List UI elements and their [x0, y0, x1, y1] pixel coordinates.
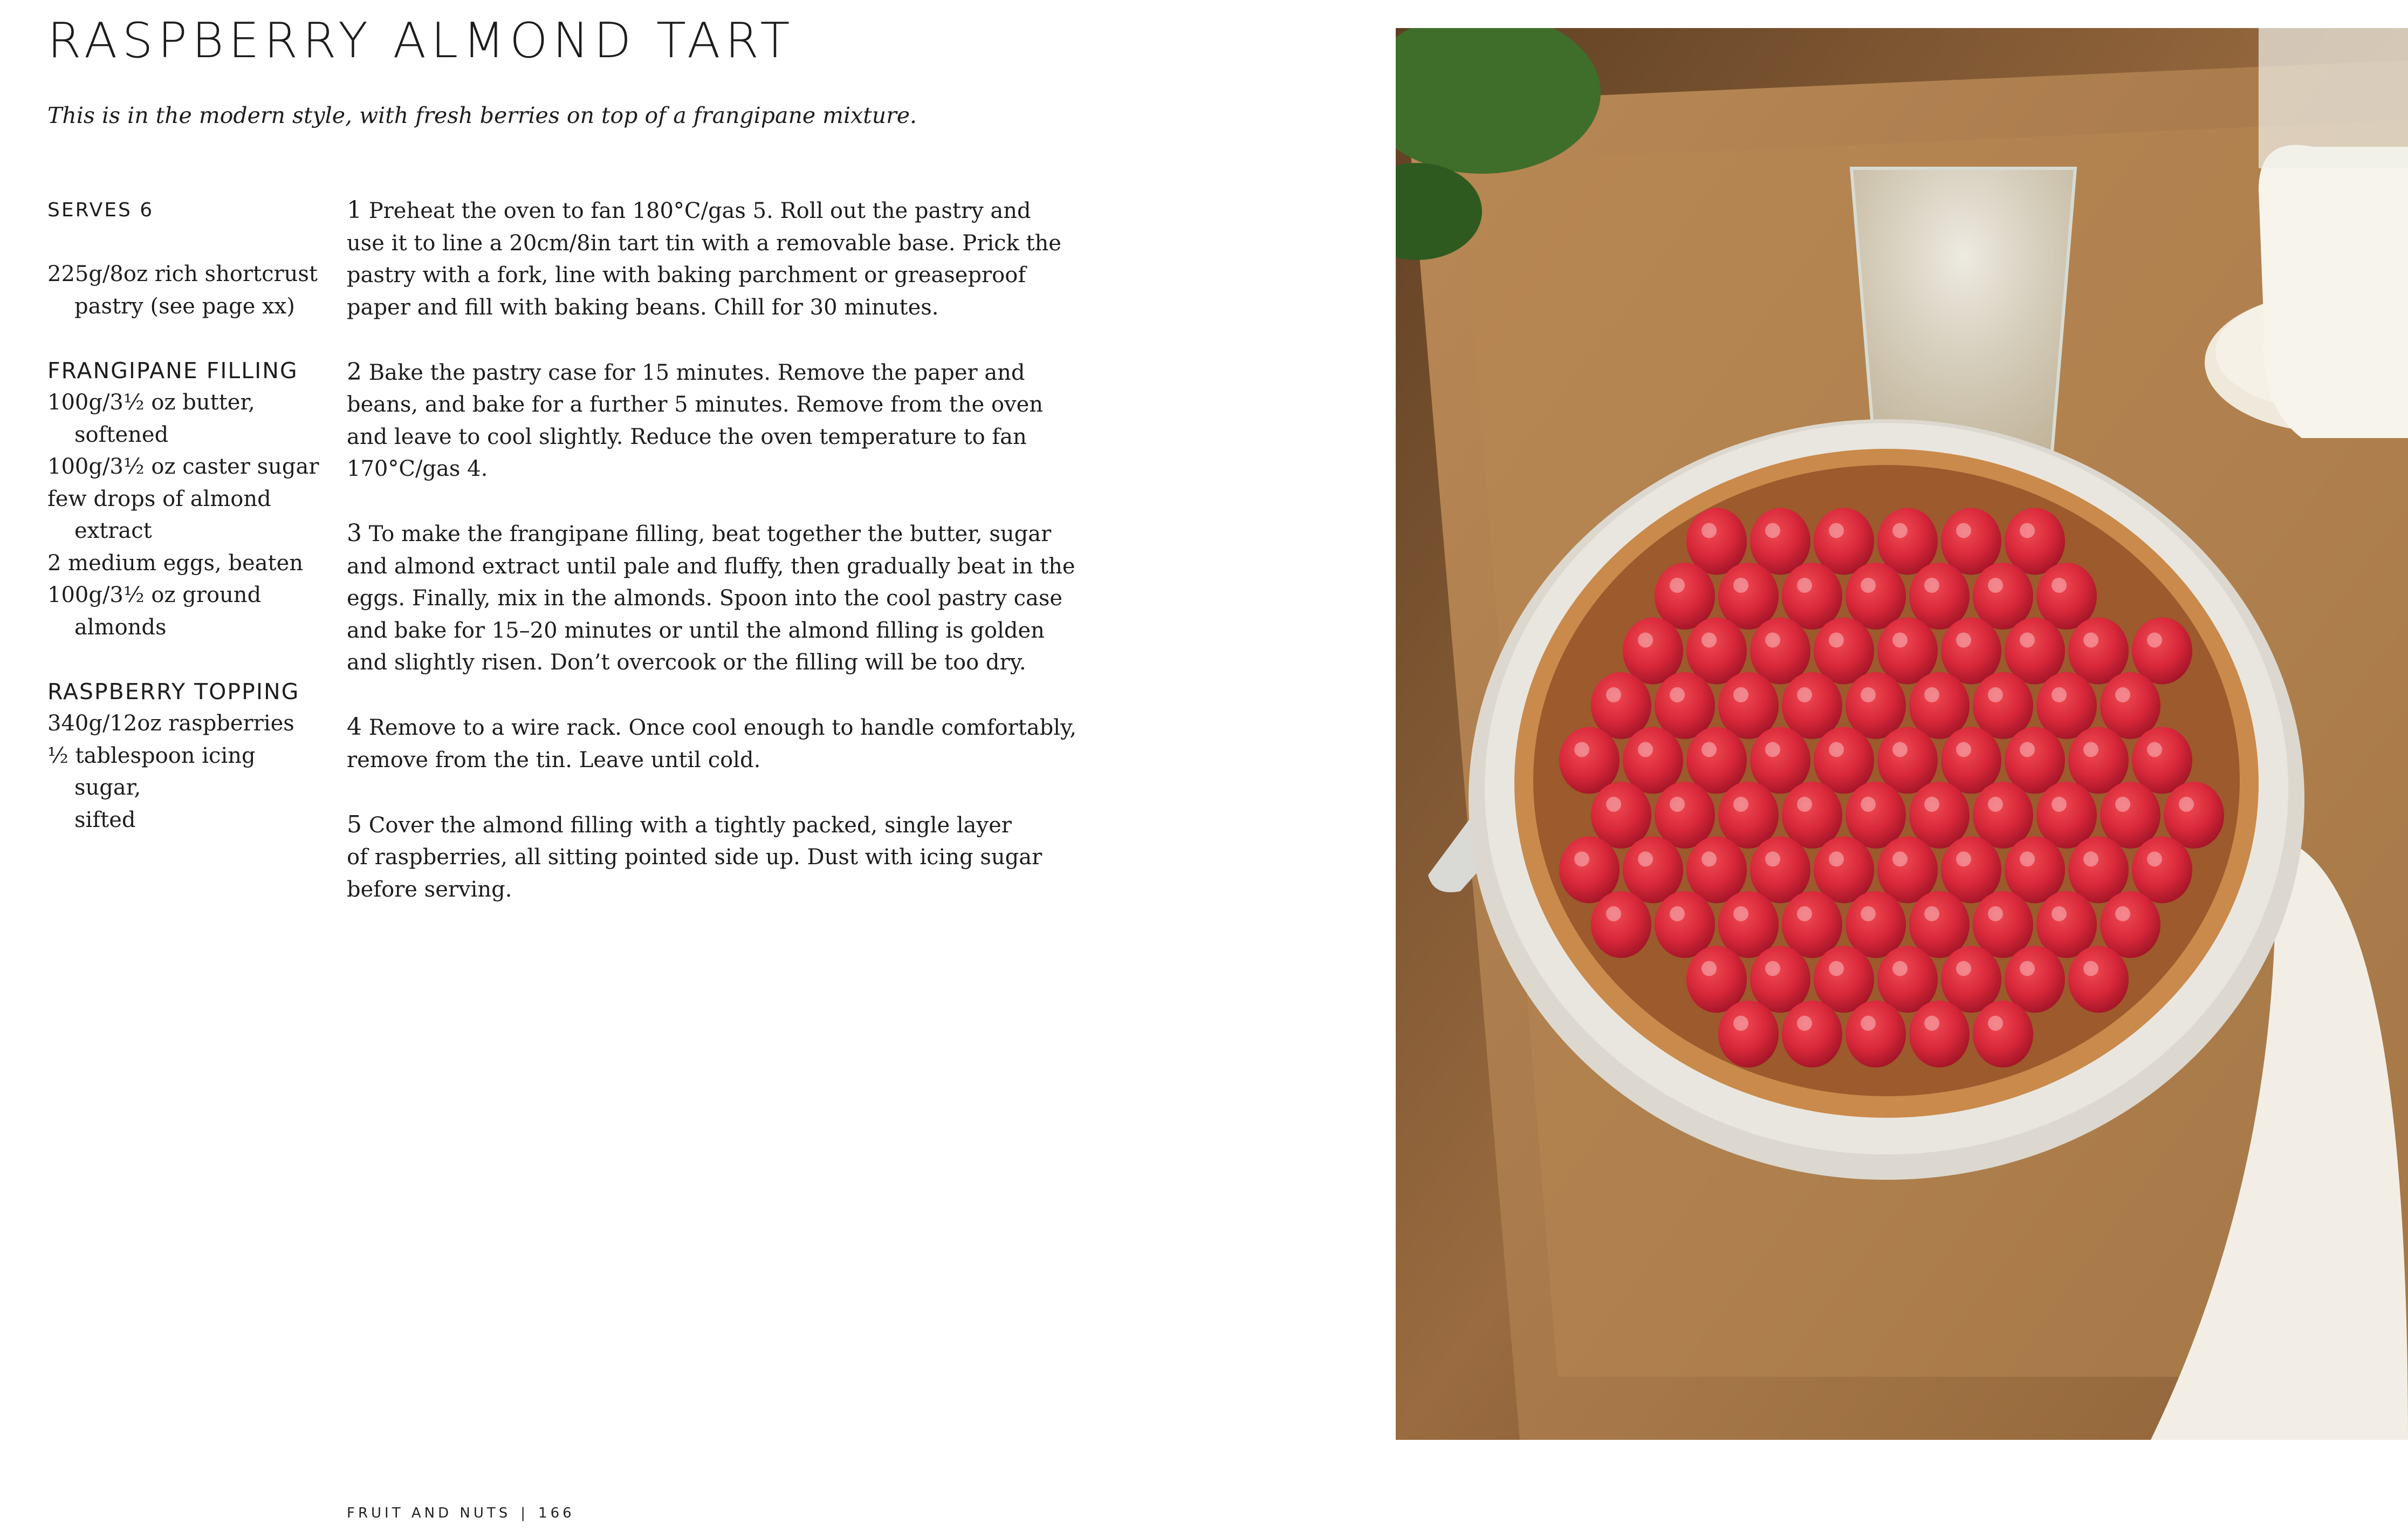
icing-sugar-dust [1765, 742, 1780, 757]
icing-sugar-dust [1638, 742, 1653, 757]
icing-sugar-dust [1956, 851, 1971, 866]
icing-sugar-dust [1988, 1016, 2003, 1031]
icing-sugar-dust [1574, 851, 1589, 866]
raspberry [1973, 563, 2033, 630]
icing-sugar-dust [2052, 687, 2067, 702]
raspberry [2132, 727, 2192, 794]
icing-sugar-dust [1861, 1016, 1876, 1031]
icing-sugar-dust [1829, 523, 1844, 538]
step-text: Remove to a wire rack. Once cool enough to handle comfortably, remove from the tin. Leave until cold. [347, 715, 1077, 773]
icing-sugar-dust [1733, 906, 1748, 921]
icing-sugar-dust [1861, 797, 1876, 812]
icing-sugar-dust [2115, 797, 2130, 812]
raspberry [1655, 891, 1715, 958]
icing-sugar-dust [1638, 851, 1653, 866]
icing-sugar-dust [2147, 851, 2162, 866]
raspberry [1559, 727, 1620, 794]
icing-sugar-dust [2052, 906, 2067, 921]
raspberry [1718, 563, 1779, 630]
icing-sugar-dust [1892, 851, 1908, 866]
raspberry [1782, 672, 1842, 739]
raspberry [2068, 727, 2129, 794]
raspberry [2068, 836, 2129, 903]
raspberry [1846, 1001, 1906, 1068]
step-number: 3 [347, 520, 362, 547]
raspberry [1718, 1001, 1779, 1068]
ingredient-item: few drops of almond extract [47, 486, 271, 543]
raspberry [2036, 782, 2097, 849]
icing-sugar-dust [1956, 523, 1971, 538]
raspberry [1782, 782, 1842, 849]
spacer [47, 227, 328, 259]
raspberry [2068, 946, 2129, 1013]
footer-section: FRUIT AND NUTS [347, 1505, 511, 1521]
icing-sugar-dust [1924, 578, 1939, 593]
icing-sugar-dust [1765, 961, 1780, 976]
footer-separator: | [520, 1505, 529, 1521]
serves-label: SERVES 6 [47, 199, 154, 221]
raspberry [1750, 946, 1810, 1013]
page-number: 166 [538, 1505, 575, 1521]
icing-sugar-dust [1861, 687, 1876, 702]
step-text: Preheat the oven to fan 180°C/gas 5. Roll out the pastry and use it to line a 20cm/8in tart tin with a removable base. Prick the pastry with a fork, line with baking parchment or greaseproof paper and fill with baking beans. Chill for 30 minutes. [347, 199, 1061, 320]
icing-sugar-dust [1797, 1016, 1812, 1031]
raspberry [1814, 836, 1874, 903]
icing-sugar-dust [1702, 632, 1717, 647]
icing-sugar-dust [1829, 742, 1844, 757]
icing-sugar-dust [1733, 687, 1748, 702]
raspberry [2164, 782, 2224, 849]
icing-sugar-dust [2052, 578, 2067, 593]
icing-sugar-dust [1670, 797, 1685, 812]
raspberry [1973, 782, 2033, 849]
method-step [347, 517, 1102, 679]
icing-sugar-dust [1829, 632, 1844, 647]
raspberry [1686, 617, 1747, 684]
icing-sugar-dust [1733, 1016, 1748, 1031]
raspberry [2036, 563, 2097, 630]
topping-ingredient-list [47, 708, 328, 836]
raspberry [1686, 727, 1747, 794]
raspberry [1877, 836, 1938, 903]
icing-sugar-dust [1702, 961, 1717, 976]
raspberry [1941, 946, 2001, 1013]
icing-sugar-dust [1670, 687, 1685, 702]
raspberry [1973, 891, 2033, 958]
raspberry [2132, 836, 2192, 903]
icing-sugar-dust [1606, 797, 1621, 812]
icing-sugar-dust [1892, 742, 1908, 757]
raspberry [1655, 563, 1715, 630]
raspberry [1718, 891, 1779, 958]
icing-sugar-dust [1638, 632, 1653, 647]
step-number: 4 [347, 713, 362, 741]
raspberry [1782, 563, 1842, 630]
raspberry [1718, 782, 1779, 849]
spacer [47, 323, 328, 355]
icing-sugar-dust [1765, 632, 1780, 647]
raspberry [1941, 727, 2001, 794]
raspberry [2005, 617, 2065, 684]
method-step [347, 194, 1102, 324]
raspberry [2100, 672, 2160, 739]
raspberry [2100, 891, 2160, 958]
raspberry [1909, 672, 1970, 739]
ingredient-item: 100g/3½ oz butter, softened [47, 390, 255, 447]
raspberry [1814, 617, 1874, 684]
raspberry [1941, 617, 2001, 684]
icing-sugar-dust [1797, 906, 1812, 921]
method-step [347, 711, 1102, 776]
raspberry [2100, 782, 2160, 849]
raspberry [1623, 727, 1683, 794]
method-step [347, 356, 1102, 486]
frangipane-ingredient-list [47, 387, 328, 644]
icing-sugar-dust [2115, 906, 2130, 921]
raspberry [1718, 672, 1779, 739]
raspberry [1877, 508, 1938, 575]
raspberry [2068, 617, 2129, 684]
icing-sugar-dust [1797, 578, 1812, 593]
raspberry [1846, 891, 1906, 958]
raspberry [1782, 891, 1842, 958]
icing-sugar-dust [1797, 797, 1812, 812]
raspberry [1623, 617, 1683, 684]
icing-sugar-dust [2020, 961, 2035, 976]
raspberry [1623, 836, 1683, 903]
icing-sugar-dust [1956, 742, 1971, 757]
raspberry [1877, 617, 1938, 684]
icing-sugar-dust [1892, 632, 1908, 647]
raspberry [1591, 782, 1651, 849]
raspberry [1750, 617, 1810, 684]
raspberry [1909, 563, 1970, 630]
raspberry [1591, 891, 1651, 958]
ingredient-item: 100g/3½ oz ground almonds [47, 583, 262, 640]
raspberry [1973, 1001, 2033, 1068]
page-footer [347, 1505, 575, 1521]
raspberry [2036, 672, 2097, 739]
icing-sugar-dust [2020, 851, 2035, 866]
icing-sugar-dust [1924, 906, 1939, 921]
step-text: Bake the pastry case for 15 minutes. Remove the paper and beans, and bake for a further 5 minutes. Remove from the oven and leave to cool slightly. Reduce the oven temperature to fan 170°C/gas 4. [347, 360, 1044, 481]
ingredient-item: ½ tablespoon icing sugar, sifted [47, 743, 256, 832]
raspberry [2005, 946, 2065, 1013]
method-step [347, 809, 1102, 906]
icing-sugar-dust [1606, 906, 1621, 921]
recipe-intro: This is in the modern style, with fresh berries on top of a frangipane mixture. [47, 102, 917, 128]
icing-sugar-dust [2083, 851, 2098, 866]
icing-sugar-dust [1988, 687, 2003, 702]
icing-sugar-dust [2179, 797, 2194, 812]
raspberry [1686, 946, 1747, 1013]
raspberry [1846, 563, 1906, 630]
raspberry [1909, 782, 1970, 849]
icing-sugar-dust [1924, 797, 1939, 812]
icing-sugar-dust [1702, 851, 1717, 866]
raspberry [1877, 727, 1938, 794]
ingredient-item: 225g/8oz rich shortcrust pastry (see page xx) [47, 262, 318, 319]
spacer [47, 644, 328, 676]
ingredient-item: 2 medium eggs, beaten [47, 550, 304, 576]
raspberry [1814, 946, 1874, 1013]
drinking-glass [2259, 28, 2408, 168]
icing-sugar-dust [1702, 523, 1717, 538]
method-column [347, 194, 1102, 938]
icing-sugar-dust [2020, 523, 2035, 538]
icing-sugar-dust [1892, 523, 1908, 538]
raspberry [1909, 891, 1970, 958]
raspberry [1655, 782, 1715, 849]
ingredient-item: 100g/3½ oz caster sugar [47, 454, 319, 479]
raspberry [2005, 508, 2065, 575]
raspberry [1591, 672, 1651, 739]
raspberry [1846, 672, 1906, 739]
icing-sugar-dust [1892, 961, 1908, 976]
icing-sugar-dust [1574, 742, 1589, 757]
frangipane-heading: FRANGIPANE FILLING [47, 357, 298, 384]
icing-sugar-dust [1924, 687, 1939, 702]
icing-sugar-dust [1670, 578, 1685, 593]
tart-photo [1396, 28, 2408, 1440]
icing-sugar-dust [1670, 906, 1685, 921]
step-number: 2 [347, 358, 362, 386]
step-text: To make the frangipane filling, beat together the butter, sugar and almond extract until pale and fluffy, then gradually beat in the eggs. Finally, mix in the almonds. Spoon into the cool pastry case and bake for 15–20 minutes or until the almond filling is golden and slightly risen. Don’t overcook or the filling will be too dry. [347, 522, 1075, 675]
icing-sugar-dust [1765, 523, 1780, 538]
icing-sugar-dust [1797, 687, 1812, 702]
step-text: Cover the almond filling with a tightly packed, single layer of raspberries, all sitting pointed side up. Dust with icing sugar before serving. [347, 812, 1042, 902]
raspberry [1750, 836, 1810, 903]
raspberry [1909, 1001, 1970, 1068]
icing-sugar-dust [2147, 632, 2162, 647]
icing-sugar-dust [1956, 632, 1971, 647]
icing-sugar-dust [2083, 632, 2098, 647]
raspberry [1686, 836, 1747, 903]
icing-sugar-dust [2020, 742, 2035, 757]
icing-sugar-dust [1733, 578, 1748, 593]
raspberry [1655, 672, 1715, 739]
icing-sugar-dust [1861, 906, 1876, 921]
step-number: 1 [347, 196, 362, 224]
icing-sugar-dust [1988, 578, 2003, 593]
raspberry [1846, 782, 1906, 849]
raspberry [1750, 508, 1810, 575]
raspberry [1941, 836, 2001, 903]
recipe-title: RASPBERRY ALMOND TART [47, 12, 795, 69]
icing-sugar-dust [2020, 632, 2035, 647]
ingredient-item: 340g/12oz raspberries [47, 711, 294, 736]
topping-heading: RASPBERRY TOPPING [47, 678, 300, 705]
icing-sugar-dust [1829, 961, 1844, 976]
base-ingredient-list [47, 258, 328, 323]
raspberry [2005, 836, 2065, 903]
icing-sugar-dust [1765, 851, 1780, 866]
raspberry [1814, 727, 1874, 794]
cream-jug [2259, 145, 2408, 438]
raspberry [1941, 508, 2001, 575]
ingredients-column [47, 194, 328, 836]
raspberry [1973, 672, 2033, 739]
icing-sugar-dust [1988, 797, 2003, 812]
icing-sugar-dust [2115, 687, 2130, 702]
raspberry [1686, 508, 1747, 575]
icing-sugar-dust [1956, 961, 1971, 976]
raspberry [2005, 727, 2065, 794]
raspberry [1877, 946, 1938, 1013]
icing-sugar-dust [2052, 797, 2067, 812]
raspberry [1782, 1001, 1842, 1068]
icing-sugar-dust [1829, 851, 1844, 866]
step-number: 5 [347, 810, 362, 838]
icing-sugar-dust [2083, 961, 2098, 976]
icing-sugar-dust [1702, 742, 1717, 757]
icing-sugar-dust [1606, 687, 1621, 702]
raspberry [1814, 508, 1874, 575]
raspberry [2036, 891, 2097, 958]
icing-sugar-dust [1861, 578, 1876, 593]
icing-sugar-dust [1733, 797, 1748, 812]
icing-sugar-dust [2083, 742, 2098, 757]
raspberry [1559, 836, 1620, 903]
raspberry [1750, 727, 1810, 794]
icing-sugar-dust [2147, 742, 2162, 757]
icing-sugar-dust [1988, 906, 2003, 921]
raspberry [2132, 617, 2192, 684]
icing-sugar-dust [1924, 1016, 1939, 1031]
